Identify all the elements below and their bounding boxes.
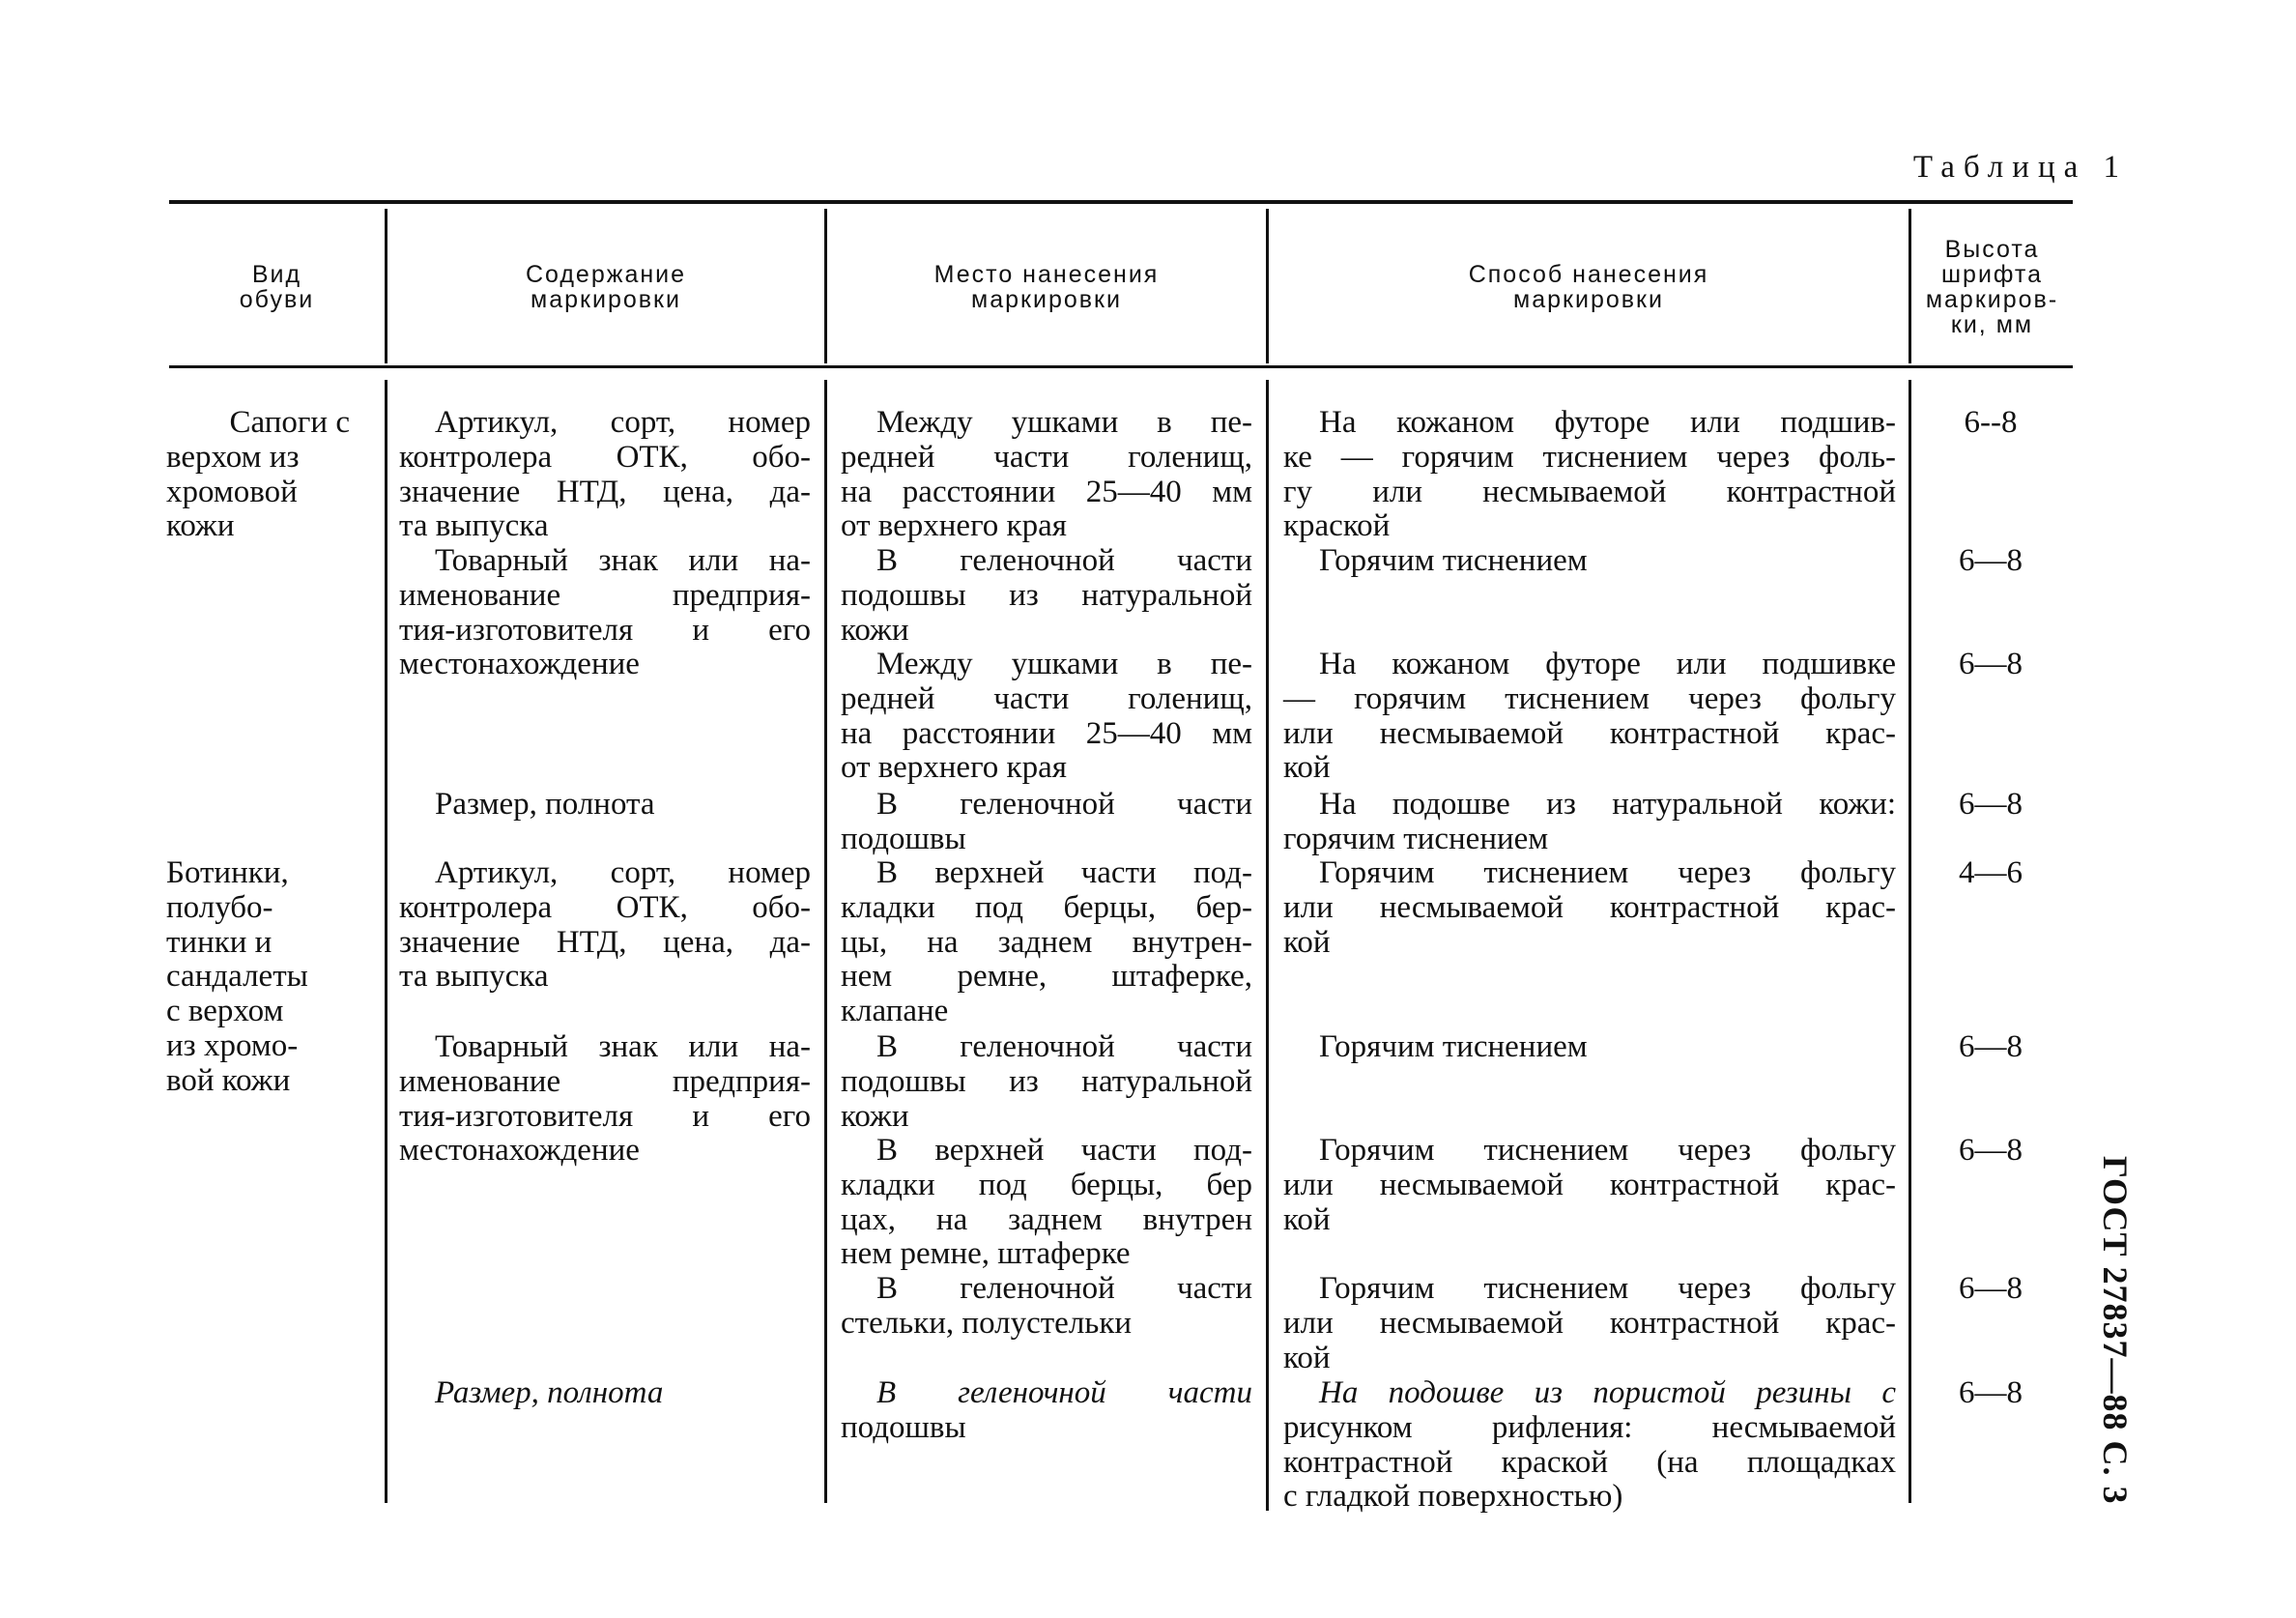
place-cell: В геленочной части подошвы из натуральной кожи: [841, 1029, 1252, 1134]
content-cell: Размер, полнота: [435, 787, 655, 822]
header-marking-place: Место нанесения маркировки: [933, 261, 1160, 313]
method-cell: На кожаном футоре или подшивке — горячим тиснением через фольгу или несмываемой контрастной крас- кой: [1283, 647, 1896, 786]
content-cell: Размер, полнота: [435, 1375, 664, 1410]
height-cell: 6—8: [1959, 1375, 2023, 1410]
content-cell: Артикул, сорт, номер контролера ОТК, обо- значение НТД, цена, да- та выпуска: [399, 405, 811, 544]
column-divider-1: [385, 380, 387, 1503]
height-cell: 6—8: [1959, 787, 2023, 822]
method-cell: Горячим тиснением: [1319, 1029, 1588, 1064]
height-cell: 6--8: [1964, 405, 2018, 440]
footwear-type-shoes: Ботинки, полубо- тинки и сандалеты с верхом из хромо- вой кожи: [166, 855, 308, 1098]
method-cell: Горячим тиснением через фольгу или несмываемой контрастной крас- кой: [1283, 1133, 1896, 1237]
height-cell: 6—8: [1959, 1271, 2023, 1306]
place-cell: Между ушками в пе- редней части голенищ, на расстоянии 25—40 мм от верхнего края: [841, 405, 1252, 544]
content-cell: Артикул, сорт, номер контролера ОТК, обо- значение НТД, цена, да- та выпуска: [399, 855, 811, 995]
method-cell: Горячим тиснением через фольгу или несмываемой контрастной крас- кой: [1283, 1271, 1896, 1375]
place-cell: В геленочной части подошвы из натуральной кожи: [841, 543, 1252, 648]
place-cell: Между ушками в пе- редней части голенищ, на расстоянии 25—40 мм от верхнего края: [841, 647, 1252, 786]
header-marking-method: Способ нанесения маркировки: [1468, 261, 1709, 313]
place-cell: В геленочной части стельки, полустельки: [841, 1271, 1252, 1341]
footwear-type-boots: Сапоги с верхом из хромовой кожи: [166, 405, 350, 544]
height-cell: 6—8: [1959, 1133, 2023, 1168]
column-divider-3: [1266, 380, 1269, 1511]
header-footwear-type: Вид обуви: [239, 261, 315, 313]
method-cell: На подошве из натуральной кожи: горячим тиснением: [1283, 787, 1896, 856]
top-rule: [169, 200, 2073, 204]
method-cell: Горячим тиснением: [1319, 543, 1588, 578]
header-font-height: Высота шрифта маркиров- ки, мм: [1925, 236, 2059, 338]
height-cell: 6—8: [1959, 1029, 2023, 1064]
column-divider-4: [1909, 380, 1911, 1503]
height-cell: 4—6: [1959, 855, 2023, 890]
table-caption: Таблица 1: [1912, 150, 2128, 185]
place-cell: В геленочной части подошвы: [841, 787, 1252, 856]
side-header-text: ГОСТ 27837—88 С. 3: [2096, 1156, 2135, 1505]
header-marking-content: Содержание маркировки: [525, 261, 687, 313]
place-cell: В верхней части под- кладки под берцы, бер- цы, на заднем внутрен- нем ремне, штаферке, клапане: [841, 855, 1252, 1029]
height-cell: 6—8: [1959, 543, 2023, 578]
place-cell: В верхней части под- кладки под берцы, бер цах, на заднем внутрен нем ремне, штаферке: [841, 1133, 1252, 1272]
content-cell: Товарный знак или на- именование предприя- тия-изготовителя и его местонахождение: [399, 1029, 811, 1169]
content-cell: Товарный знак или на- именование предприя- тия-изготовителя и его местонахождение: [399, 543, 811, 682]
method-cell: На подошве из пористой резины с рисунком рифления: несмываемой контрастной краской (на площадках с гладкой поверхностью): [1283, 1375, 1896, 1515]
height-cell: 6—8: [1959, 647, 2023, 681]
method-cell: Горячим тиснением через фольгу или несмываемой контрастной крас- кой: [1283, 855, 1896, 960]
column-divider-2: [824, 380, 827, 1503]
header-rule: [169, 365, 2073, 368]
method-cell: На кожаном футоре или подшив- ке — горячим тиснением через фоль- гу или несмываемой контрастной краской: [1283, 405, 1896, 544]
place-cell: В геленочной части подошвы: [841, 1375, 1252, 1445]
